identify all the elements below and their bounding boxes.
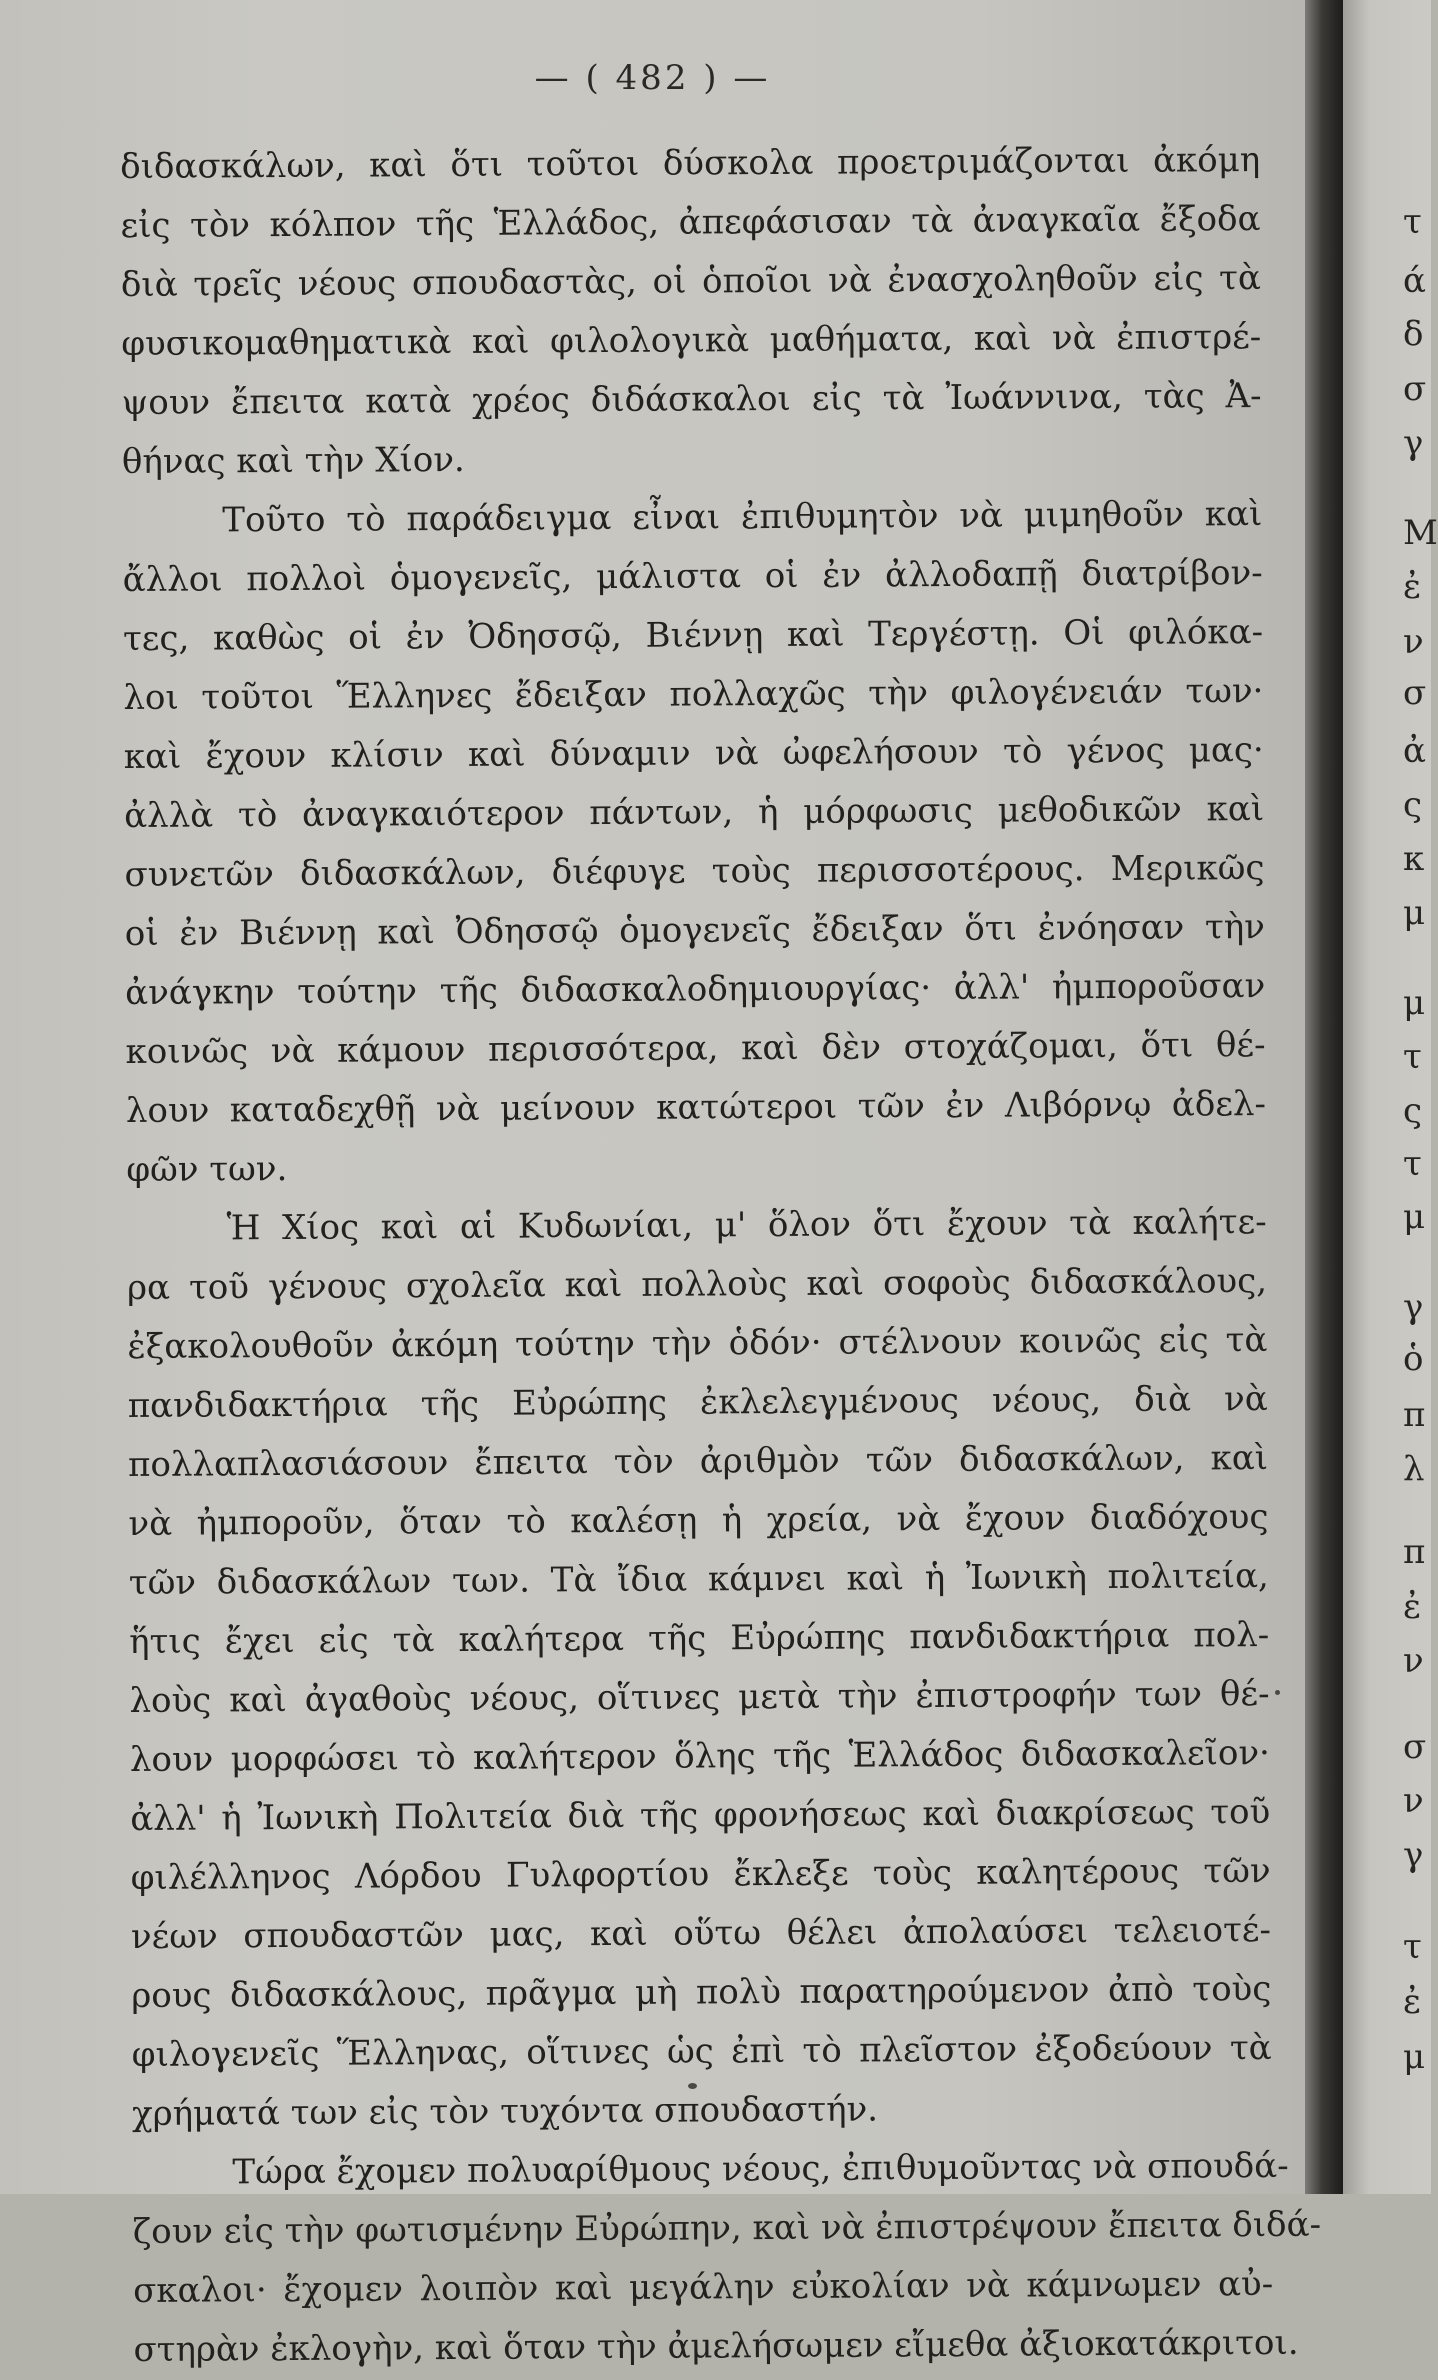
text-line: χρήματά των εἰς τὸν τυχόντα σπουδαστήν. — [131, 2089, 879, 2134]
text-line: ἀλλὰ τὸ ἀναγκαιότερον πάντων, ἡ μόρφωσις μεθοδικῶν καὶ — [124, 789, 1265, 836]
text-line: λουν μορφώσει τὸ καλήτερον ὅλης τῆς Ἑλλάδος διδασκαλεῖον· — [129, 1733, 1271, 1780]
adjacent-page-glyph: ς — [1403, 1091, 1423, 1131]
adjacent-page-glyph: λ — [1403, 1449, 1425, 1489]
adjacent-page-glyph: τ — [1403, 1144, 1422, 1184]
text-line: ἐξακολουθοῦν ἀκόμη τούτην τὴν ὁδόν· στέλνουν κοινῶς εἰς τὰ — [127, 1320, 1268, 1367]
text-line: φυσικομαθηματικὰ καὶ φιλολογικὰ μαθήματα, καὶ νὰ ἐπιστρέ- — [121, 317, 1262, 364]
adjacent-page-glyph: τ — [1403, 1927, 1422, 1967]
text-line: ἄλλοι πολλοὶ ὁμογενεῖς, μάλιστα οἱ ἐν ἀλλοδαπῇ διατρίβον- — [122, 553, 1263, 600]
text-line: τῶν διδασκάλων των. Τὰ ἴδια κάμνει καὶ ἡ Ἰωνικὴ πολιτεία, — [128, 1556, 1269, 1603]
ink-speck — [688, 2083, 697, 2089]
text-line: διδασκάλων, καὶ ὅτι τοῦτοι δύσκολα προετριμάζονται ἀκόμη — [120, 140, 1261, 187]
text-line: συνετῶν διδασκάλων, διέφυγε τοὺς περισσοτέρους. Μερικῶς — [124, 848, 1265, 895]
text-line: κοινῶς νὰ κάμουν περισσότερα, καὶ δὲν στοχάζομαι, ὅτι θέ- — [125, 1025, 1266, 1072]
adjacent-page-glyph: μ — [1403, 1197, 1426, 1237]
adjacent-page-glyph: Μ — [1403, 513, 1438, 553]
adjacent-page-glyph: γ — [1403, 423, 1424, 463]
page-number-header: — ( 482 ) — — [534, 58, 771, 98]
adjacent-page-glyph: ν — [1403, 622, 1424, 662]
text-line: λοὺς καὶ ἀγαθοὺς νέους, οἵτινες μετὰ τὴν ἐπιστροφήν των θέ- — [129, 1674, 1270, 1721]
adjacent-page-glyph: ὁ — [1403, 1339, 1424, 1379]
adjacent-page-glyph: μ — [1403, 983, 1426, 1023]
adjacent-page-glyph: σ — [1403, 673, 1427, 713]
adjacent-page-glyph: μ — [1403, 893, 1426, 933]
paragraph-4 — [132, 2137, 1322, 2380]
text-line: διὰ τρεῖς νέους σπουδαστὰς, οἱ ὁποῖοι νὰ ἐνασχοληθοῦν εἰς τὰ — [120, 258, 1261, 305]
text-line: εἰς τὸν κόλπον τῆς Ἑλλάδος, ἀπεφάσισαν τὰ ἀναγκαῖα ἔξοδα — [120, 199, 1261, 246]
adjacent-page-glyph: ά — [1403, 261, 1426, 301]
text-line: λοι τοῦτοι Ἕλληνες ἔδειξαν πολλαχῶς τὴν φιλογένειάν των· — [123, 671, 1264, 718]
text-line: νέων σπουδαστῶν μας, καὶ οὕτω θέλει ἀπολαύσει τελειοτέ- — [130, 1910, 1272, 1957]
adjacent-page-glyph: γ — [1403, 1835, 1424, 1875]
text-line: ἥτις ἔχει εἰς τὰ καλήτερα τῆς Εὐρώπης πανδιδακτήρια πολ- — [129, 1615, 1270, 1662]
text-line: ρα τοῦ γένους σχολεῖα καὶ πολλοὺς καὶ σοφοὺς διδασκάλους, — [126, 1261, 1268, 1308]
text-line: λουν καταδεχθῇ νὰ μείνουν κατώτεροι τῶν ἐν Λιβόρνῳ ἀδελ- — [125, 1084, 1267, 1131]
text-line: πανδιδακτήρια τῆς Εὐρώπης ἐκλελεγμένους νέους, διὰ νὰ — [127, 1379, 1268, 1426]
adjacent-page-glyph: κ — [1403, 839, 1425, 879]
text-line: Ἡ Χίος καὶ αἱ Κυδωνίαι, μ' ὅλον ὅτι ἔχουν τὰ καλήτε- — [226, 1202, 1267, 1249]
adjacent-page-glyph: σ — [1403, 369, 1427, 409]
text-line: θήνας καὶ τὴν Χίον. — [121, 439, 465, 482]
text-line: σκαλοι· ἔχομεν λοιπὸν καὶ μεγάλην εὐκολίαν νὰ κάμνωμεν αὐ- — [133, 2263, 1274, 2311]
paragraph-2 — [122, 485, 1266, 1200]
text-line: φῶν των. — [126, 1148, 288, 1190]
adjacent-page-glyph: ν — [1403, 1781, 1424, 1821]
text-line: ρους διδασκάλους, πρᾶγμα μὴ πολὺ παρατηρούμενον ἀπὸ τοὺς — [131, 1969, 1272, 2016]
ink-speck — [1275, 1690, 1280, 1695]
text-line: ἀνάγκην τούτην τῆς διδασκαλοδημιουργίας· ἀλλ' ἠμποροῦσαν — [125, 966, 1266, 1013]
adjacent-page-glyph: δ — [1403, 314, 1424, 354]
adjacent-page-glyph: ἐ — [1403, 567, 1422, 607]
text-line: ζουν εἰς τὴν φωτισμένην Εὐρώπην, καὶ νὰ ἐπιστρέψουν ἔπειτα διδά- — [132, 2204, 1322, 2252]
adjacent-page-glyph: ν — [1403, 1641, 1424, 1681]
adjacent-page-edge — [1343, 0, 1438, 2194]
adjacent-page-glyph: τ — [1403, 1037, 1422, 1077]
adjacent-page-glyph: π — [1403, 1395, 1426, 1435]
adjacent-page-glyph: ἐ — [1403, 1982, 1422, 2022]
text-line: καὶ ἔχουν κλίσιν καὶ δύναμιν νὰ ὠφελήσουν τὸ γένος μας· — [123, 730, 1264, 777]
page-body-text — [120, 131, 1322, 2380]
adjacent-page-glyph: π — [1403, 1532, 1426, 1572]
text-line: φιλογενεῖς Ἕλληνας, οἵτινες ὡς ἐπὶ τὸ πλεῖστον ἐξοδεύουν τὰ — [131, 2028, 1272, 2075]
paragraph-1 — [120, 131, 1262, 492]
text-line: στηρὰν ἐκλογὴν, καὶ ὅταν τὴν ἀμελήσωμεν εἴμεθα ἀξιοκατάκριτοι. — [133, 2322, 1299, 2370]
text-line: ἀλλ' ἡ Ἰωνικὴ Πολιτεία διὰ τῆς φρονήσεως καὶ διακρίσεως τοῦ — [130, 1792, 1271, 1839]
adjacent-page-glyph: ἐ — [1403, 1587, 1422, 1627]
text-line: οἱ ἐν Βιέννῃ καὶ Ὀδησσῷ ὁμογενεῖς ἔδειξαν ὅτι ἐνόησαν τὴν — [124, 907, 1265, 954]
text-line: φιλέλληνος Λόρδου Γυλφορτίου ἔκλεξε τοὺς καλητέρους τῶν — [130, 1851, 1271, 1898]
adjacent-page-glyph: ἀ — [1403, 731, 1426, 771]
adjacent-page-glyph: μ — [1403, 2037, 1426, 2077]
text-line: πολλαπλασιάσουν ἔπειτα τὸν ἀριθμὸν τῶν διδασκάλων, καὶ — [127, 1438, 1269, 1485]
book-gutter-shadow — [1305, 0, 1343, 2194]
text-line: ψουν ἔπειτα κατὰ χρέος διδάσκαλοι εἰς τὰ Ἰωάννινα, τὰς Ἀ- — [121, 376, 1262, 423]
adjacent-page-glyph: ς — [1403, 785, 1423, 825]
text-line: Τοῦτο τὸ παράδειγμα εἶναι ἐπιθυμητὸν νὰ μιμηθοῦν καὶ — [222, 494, 1263, 541]
adjacent-page-glyph: γ — [1403, 1287, 1424, 1327]
text-line: νὰ ἠμποροῦν, ὅταν τὸ καλέσῃ ἡ χρεία, νὰ ἔχουν διαδόχους — [128, 1497, 1269, 1544]
text-line: τες, καθὼς οἱ ἐν Ὀδησσῷ, Βιέννῃ καὶ Τεργέστῃ. Οἱ φιλόκα- — [122, 612, 1264, 659]
text-line: Τώρα ἔχομεν πολυαρίθμους νέους, ἐπιθυμοῦντας νὰ σπουδά- — [232, 2145, 1289, 2193]
adjacent-page-glyph: τ — [1403, 202, 1422, 242]
adjacent-page-glyph: σ — [1403, 1727, 1427, 1767]
paragraph-3 — [126, 1193, 1272, 2144]
